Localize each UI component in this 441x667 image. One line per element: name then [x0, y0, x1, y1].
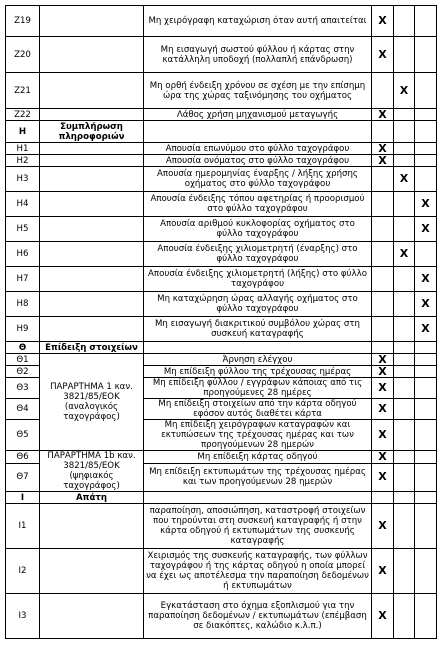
- severity-mark-2: [394, 463, 415, 491]
- empty-cell: [40, 192, 144, 217]
- severity-mark-3: [415, 37, 437, 73]
- severity-mark-1: X: [372, 37, 394, 73]
- empty-cell: [40, 37, 144, 73]
- severity-mark-1: X: [372, 6, 394, 37]
- severity-mark-3: X: [415, 192, 437, 217]
- severity-mark-1: [372, 292, 394, 317]
- table-row: [6, 242, 437, 267]
- row-description: Μη επίδειξη χειρόγραφων καταγραφών και εκτυπώσεων της τρέχουσας ημέρας και των προηγούμενων 28 ημερών: [144, 420, 372, 451]
- severity-mark-2: [394, 292, 415, 317]
- severity-mark-2: X: [394, 73, 415, 109]
- empty-cell: [40, 317, 144, 342]
- row-code: Z22: [6, 109, 40, 121]
- row-code: H9: [6, 317, 40, 342]
- annex-1-label: ΠΑΡΑΡΤΗΜΑ 1 καν. 3821/85/ΕΟΚ (αναλογικός ταχογράφος): [40, 354, 144, 451]
- row-description: Μη χειρόγραφη καταχώριση όταν αυτή απαιτείται: [144, 6, 372, 37]
- severity-mark-3: [415, 6, 437, 37]
- severity-mark-2: [394, 317, 415, 342]
- empty-cell: [40, 292, 144, 317]
- severity-mark-2: [394, 594, 415, 639]
- empty-cell: [415, 342, 437, 354]
- severity-mark-2: [394, 109, 415, 121]
- severity-mark-1: X: [372, 155, 394, 167]
- row-description: Εγκατάσταση στο όχημα εξοπλισμού για την παραποίηση δεδομένων / εκτυπωμάτων (επέμβαση σε διακόπτες, καλώδιο κ.λ.π.): [144, 594, 372, 639]
- severity-mark-2: [394, 155, 415, 167]
- severity-mark-1: X: [372, 354, 394, 366]
- severity-mark-2: [394, 378, 415, 399]
- row-code: I2: [6, 549, 40, 594]
- row-description: Χειρισμός της συσκευής καταγραφής, των φύλλων ταχογράφου ή της κάρτας οδηγού η οποία μπορεί να έχει ως αποτέλεσμα την παραποίηση δεδομένων ή εκτυπωμάτων: [144, 549, 372, 594]
- empty-cell: [40, 155, 144, 167]
- severity-mark-1: X: [372, 399, 394, 420]
- severity-mark-1: X: [372, 420, 394, 451]
- row-description: Μη καταχώρηση ώρας αλλαγής οχήματος στο φύλλο ταχογράφου: [144, 292, 372, 317]
- empty-cell: [40, 167, 144, 192]
- empty-cell: [40, 504, 144, 549]
- severity-mark-2: [394, 366, 415, 378]
- severity-mark-2: [394, 143, 415, 155]
- section-row: [6, 492, 437, 504]
- row-code: I1: [6, 504, 40, 549]
- row-description: Απουσία αριθμού κυκλοφορίας οχήματος στο φύλλο ταχογράφου: [144, 217, 372, 242]
- severity-mark-3: [415, 463, 437, 491]
- empty-cell: [40, 594, 144, 639]
- row-code: H5: [6, 217, 40, 242]
- severity-mark-1: [372, 73, 394, 109]
- row-code: H3: [6, 167, 40, 192]
- empty-cell: [372, 342, 394, 354]
- severity-mark-3: [415, 109, 437, 121]
- severity-mark-3: [415, 143, 437, 155]
- empty-cell: [40, 143, 144, 155]
- row-code: H4: [6, 192, 40, 217]
- empty-cell: [394, 492, 415, 504]
- severity-mark-2: [394, 399, 415, 420]
- severity-mark-1: X: [372, 504, 394, 549]
- row-code: Θ6: [6, 451, 40, 464]
- severity-mark-1: X: [372, 463, 394, 491]
- row-description: Μη εισαγωγή διακριτικού συμβόλου χώρας στη συσκευή καταγραφής: [144, 317, 372, 342]
- row-description: Μη ορθή ένδειξη χρόνου σε σχέση με την επίσημη ώρα της χώρας ταξινόμησης του οχήματος: [144, 73, 372, 109]
- severity-mark-2: X: [394, 167, 415, 192]
- section-code: H: [6, 121, 40, 143]
- severity-mark-2: [394, 354, 415, 366]
- row-code: Z21: [6, 73, 40, 109]
- section-code: Θ: [6, 342, 40, 354]
- severity-mark-3: [415, 594, 437, 639]
- table-row: [6, 73, 437, 109]
- row-code: H6: [6, 242, 40, 267]
- severity-mark-3: [415, 451, 437, 464]
- row-code: I3: [6, 594, 40, 639]
- row-code: Θ7: [6, 463, 40, 491]
- empty-cell: [40, 217, 144, 242]
- row-code: Θ2: [6, 366, 40, 378]
- empty-cell: [144, 342, 372, 354]
- empty-cell: [144, 492, 372, 504]
- severity-mark-3: [415, 420, 437, 451]
- table-row: [6, 192, 437, 217]
- empty-cell: [40, 267, 144, 292]
- severity-mark-3: [415, 167, 437, 192]
- empty-cell: [372, 492, 394, 504]
- table-row: [6, 143, 437, 155]
- row-description: Μη επίδειξη στοιχείων από την κάρτα οδηγού εφόσον αυτός διαθέτει κάρτα: [144, 399, 372, 420]
- severity-mark-3: [415, 354, 437, 366]
- section-title: Επίδειξη στοιχείων: [40, 342, 144, 354]
- severity-mark-1: [372, 217, 394, 242]
- row-description: Απουσία ονόματος στο φύλλο ταχογράφου: [144, 155, 372, 167]
- table-row: [6, 292, 437, 317]
- table-row: [6, 267, 437, 292]
- severity-mark-1: X: [372, 549, 394, 594]
- severity-mark-1: [372, 317, 394, 342]
- table-row: [6, 6, 437, 37]
- row-code: H2: [6, 155, 40, 167]
- row-code: H8: [6, 292, 40, 317]
- row-code: Θ4: [6, 399, 40, 420]
- table-row: [6, 37, 437, 73]
- section-code: I: [6, 492, 40, 504]
- severity-mark-3: [415, 155, 437, 167]
- section-row: [6, 121, 437, 143]
- empty-cell: [40, 6, 144, 37]
- section-row: [6, 342, 437, 354]
- table-row: [6, 217, 437, 242]
- table-row: [6, 354, 437, 366]
- row-description: Μη επίδειξη κάρτας οδηγού: [144, 451, 372, 464]
- severity-mark-3: [415, 549, 437, 594]
- row-code: Θ1: [6, 354, 40, 366]
- table-body: [6, 6, 437, 639]
- table-row: [6, 167, 437, 192]
- severity-mark-1: X: [372, 366, 394, 378]
- severity-mark-2: [394, 420, 415, 451]
- row-code: H1: [6, 143, 40, 155]
- empty-cell: [415, 121, 437, 143]
- table-row: [6, 155, 437, 167]
- severity-mark-2: [394, 451, 415, 464]
- severity-mark-3: [415, 73, 437, 109]
- severity-mark-2: [394, 549, 415, 594]
- severity-mark-2: [394, 6, 415, 37]
- severity-mark-3: [415, 242, 437, 267]
- severity-mark-2: [394, 504, 415, 549]
- row-description: Απουσία ένδειξης τόπου αφετηρίας ή προορισμού στο φύλλο ταχογράφου: [144, 192, 372, 217]
- empty-cell: [144, 121, 372, 143]
- row-code: Θ3: [6, 378, 40, 399]
- row-code: H7: [6, 267, 40, 292]
- row-description: Λάθος χρήση μηχανισμού μεταγωγής: [144, 109, 372, 121]
- severity-mark-2: [394, 217, 415, 242]
- table-row: [6, 451, 437, 464]
- severity-mark-2: X: [394, 242, 415, 267]
- severity-mark-3: [415, 366, 437, 378]
- severity-mark-1: X: [372, 378, 394, 399]
- empty-cell: [372, 121, 394, 143]
- severity-mark-2: [394, 37, 415, 73]
- row-description: παραποίηση, αποσιώπηση, καταστροφή στοιχείων που τηρούνται στη συσκευή καταγραφής ή στην κάρτα οδηγού ή εκτυπωμάτων της συσκευής καταγραφής: [144, 504, 372, 549]
- empty-cell: [394, 342, 415, 354]
- severity-mark-1: X: [372, 109, 394, 121]
- table-row: [6, 504, 437, 549]
- row-description: Απουσία ένδειξης χιλιομετρητή (λήξης) στο φύλλο ταχογράφου: [144, 267, 372, 292]
- severity-mark-3: X: [415, 217, 437, 242]
- empty-cell: [40, 73, 144, 109]
- severity-mark-1: X: [372, 143, 394, 155]
- empty-cell: [394, 121, 415, 143]
- annex-1b-label: ΠΑΡΑΡΤΗΜΑ 1b καν. 3821/85/ΕΟΚ (ψηφιακός ταχογράφος): [40, 451, 144, 492]
- row-description: Μη επίδειξη εκτυπωμάτων της τρέχουσας ημέρας και των προηγούμενων 28 ημερών: [144, 463, 372, 491]
- severity-mark-3: X: [415, 267, 437, 292]
- severity-mark-2: [394, 267, 415, 292]
- severity-mark-3: X: [415, 317, 437, 342]
- severity-mark-1: [372, 267, 394, 292]
- severity-mark-1: [372, 192, 394, 217]
- severity-mark-3: [415, 399, 437, 420]
- section-title: Απάτη: [40, 492, 144, 504]
- table-row: [6, 549, 437, 594]
- empty-cell: [40, 242, 144, 267]
- row-description: Απουσία ένδειξης χιλιομετρητή (έναρξης) στο φύλλο ταχογράφου: [144, 242, 372, 267]
- severity-mark-1: [372, 242, 394, 267]
- row-code: Z20: [6, 37, 40, 73]
- row-description: Απουσία επωνύμου στο φύλλο ταχογράφου: [144, 143, 372, 155]
- severity-mark-1: X: [372, 451, 394, 464]
- table-row: [6, 317, 437, 342]
- row-code: Z19: [6, 6, 40, 37]
- table-row: [6, 594, 437, 639]
- row-description: Απουσία ημερομηνίας έναρξης / λήξης χρήσης οχήματος στο φύλλο ταχογράφου: [144, 167, 372, 192]
- row-description: Μη εισαγωγή σωστού φύλλου ή κάρτας στην κατάλληλη υποδοχή (πολλαπλή επάνδρωση): [144, 37, 372, 73]
- row-code: Θ5: [6, 420, 40, 451]
- severity-mark-3: [415, 378, 437, 399]
- table-row: [6, 109, 437, 121]
- empty-cell: [40, 109, 144, 121]
- row-description: Άρνηση ελέγχου: [144, 354, 372, 366]
- section-title: Συμπλήρωση πληροφοριών: [40, 121, 144, 143]
- row-description: Μη επίδειξη φύλλου της τρέχουσας ημέρας: [144, 366, 372, 378]
- row-description: Μη επίδειξη φύλλου / εγγράφων κάποιας από τις προηγούμενες 28 ημέρες: [144, 378, 372, 399]
- severity-mark-1: X: [372, 594, 394, 639]
- severity-mark-3: [415, 504, 437, 549]
- severity-mark-2: [394, 192, 415, 217]
- infringements-table: [5, 5, 437, 639]
- severity-mark-3: X: [415, 292, 437, 317]
- severity-mark-1: [372, 167, 394, 192]
- empty-cell: [40, 549, 144, 594]
- empty-cell: [415, 492, 437, 504]
